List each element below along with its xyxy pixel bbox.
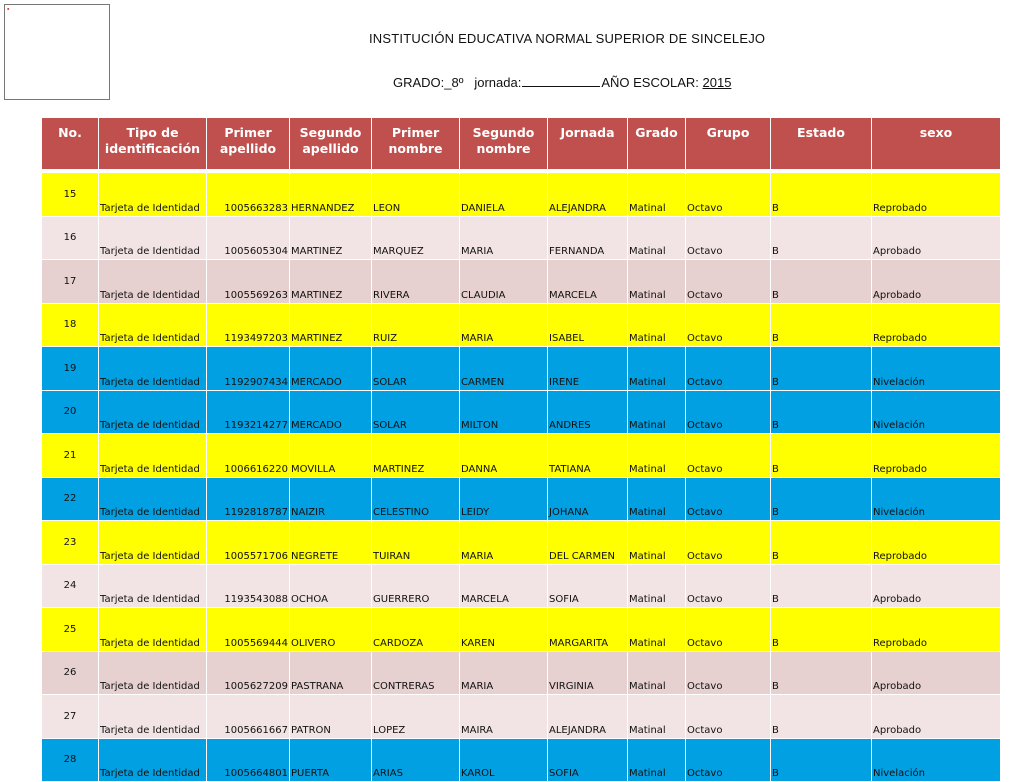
cell-tipo-identificacion: Tarjeta de Identidad — [99, 477, 207, 521]
column-header-primer-nombre: Primer nombre — [372, 118, 460, 172]
cell-documento: 1192818787 — [207, 477, 290, 521]
cell-jornada: Matinal — [628, 738, 686, 782]
cell-documento: 1192907434 — [207, 347, 290, 391]
cell-segundo-apellido-doc: NAIZIR — [290, 477, 372, 521]
cell-segundo-nombre-col: DANIELA — [460, 171, 548, 216]
cell-grado: Octavo — [686, 216, 771, 260]
cell-jornada: Matinal — [628, 608, 686, 652]
cell-segundo-apellido-doc: NEGRETE — [290, 521, 372, 565]
cell-grado: Octavo — [686, 564, 771, 608]
cell-grupo: B — [771, 695, 872, 739]
cell-estado: Reprobado — [872, 434, 1001, 478]
cell-grado: Octavo — [686, 738, 771, 782]
cell-segundo-apellido-doc: PATRON — [290, 695, 372, 739]
grade-line — [393, 75, 731, 90]
cell-tipo-identificacion: Tarjeta de Identidad — [99, 303, 207, 347]
cell-no: 22 — [42, 477, 99, 521]
table-row — [42, 521, 1001, 565]
column-header-primer-apellido: Primer apellido — [207, 118, 290, 172]
cell-primer-nombre-col: TUIRAN — [372, 521, 460, 565]
cell-no: 27 — [42, 695, 99, 739]
cell-segundo-apellido-doc: MERCADO — [290, 390, 372, 434]
table-row — [42, 347, 1001, 391]
column-header-sexo: sexo — [872, 118, 1001, 172]
cell-tipo-identificacion: Tarjeta de Identidad — [99, 738, 207, 782]
cell-documento: 1193543088 — [207, 564, 290, 608]
cell-jornada: Matinal — [628, 303, 686, 347]
cell-segundo-nombre-col: LEIDY — [460, 477, 548, 521]
cell-primer-nombre-col: RUIZ — [372, 303, 460, 347]
cell-grupo: B — [771, 260, 872, 304]
cell-grado: Octavo — [686, 347, 771, 391]
cell-jornada: Matinal — [628, 434, 686, 478]
cell-segundo-apellido-doc: MERCADO — [290, 347, 372, 391]
cell-estado: Reprobado — [872, 303, 1001, 347]
table-row — [42, 303, 1001, 347]
column-header-no: No. — [42, 118, 99, 172]
cell-segundo-nombre-col: KAREN — [460, 608, 548, 652]
column-header-jornada: Jornada — [548, 118, 628, 172]
cell-grupo: B — [771, 390, 872, 434]
column-header-grupo: Grupo — [686, 118, 771, 172]
cell-segundo-apellido-doc: PUERTA — [290, 738, 372, 782]
cell-no: 26 — [42, 651, 99, 695]
cell-segundo-nombre-col: MARIA — [460, 303, 548, 347]
cell-jornada: Matinal — [628, 695, 686, 739]
cell-jornada: Matinal — [628, 260, 686, 304]
cell-grupo: B — [771, 347, 872, 391]
cell-segundo-nombre-col: DANNA — [460, 434, 548, 478]
cell-tipo-identificacion: Tarjeta de Identidad — [99, 390, 207, 434]
table-row — [42, 651, 1001, 695]
cell-nombre-extra: ANDRES — [548, 390, 628, 434]
cell-jornada: Matinal — [628, 477, 686, 521]
cell-primer-nombre-col: MARQUEZ — [372, 216, 460, 260]
cell-grado: Octavo — [686, 171, 771, 216]
cell-grupo: B — [771, 477, 872, 521]
cell-no: 16 — [42, 216, 99, 260]
cell-segundo-apellido-doc: OLIVERO — [290, 608, 372, 652]
cell-jornada: Matinal — [628, 171, 686, 216]
cell-segundo-apellido-doc: MARTINEZ — [290, 216, 372, 260]
cell-documento: 1005663283 — [207, 171, 290, 216]
cell-documento: 1005664801 — [207, 738, 290, 782]
cell-tipo-identificacion: Tarjeta de Identidad — [99, 564, 207, 608]
cell-nombre-extra: TATIANA — [548, 434, 628, 478]
column-header-segundo-nombre: Segundo nombre — [460, 118, 548, 172]
cell-no: 25 — [42, 608, 99, 652]
cell-grado: Octavo — [686, 390, 771, 434]
anio-label: AÑO ESCOLAR: — [601, 75, 699, 90]
cell-jornada: Matinal — [628, 564, 686, 608]
cell-documento: 1005605304 — [207, 216, 290, 260]
cell-primer-nombre-col: SOLAR — [372, 347, 460, 391]
cell-estado: Aprobado — [872, 695, 1001, 739]
cell-primer-nombre-col: LOPEZ — [372, 695, 460, 739]
cell-grado: Octavo — [686, 608, 771, 652]
cell-primer-nombre-col: CARDOZA — [372, 608, 460, 652]
cell-primer-nombre-col: SOLAR — [372, 390, 460, 434]
column-header-segundo-apellido: Segundo apellido — [290, 118, 372, 172]
cell-segundo-apellido-doc: MOVILLA — [290, 434, 372, 478]
cell-tipo-identificacion: Tarjeta de Identidad — [99, 216, 207, 260]
student-roster-table — [41, 117, 1001, 782]
jornada-blank-line — [522, 75, 600, 87]
cell-estado: Reprobado — [872, 171, 1001, 216]
cell-no: 17 — [42, 260, 99, 304]
cell-documento: 1005571706 — [207, 521, 290, 565]
table-row — [42, 260, 1001, 304]
cell-estado: Nivelación — [872, 390, 1001, 434]
cell-grupo: B — [771, 434, 872, 478]
jornada-label: jornada: — [474, 75, 522, 90]
cell-estado: Nivelación — [872, 347, 1001, 391]
cell-segundo-nombre-col: MILTON — [460, 390, 548, 434]
cell-tipo-identificacion: Tarjeta de Identidad — [99, 260, 207, 304]
cell-segundo-nombre-col: CARMEN — [460, 347, 548, 391]
cell-nombre-extra: VIRGINIA — [548, 651, 628, 695]
table-row — [42, 171, 1001, 216]
column-header-grado: Grado — [628, 118, 686, 172]
column-header-tipo: Tipo de identificación — [99, 118, 207, 172]
cell-nombre-extra: MARCELA — [548, 260, 628, 304]
cell-estado: Reprobado — [872, 608, 1001, 652]
table-row — [42, 564, 1001, 608]
anio-value: 2015 — [702, 75, 732, 90]
cell-nombre-extra: ISABEL — [548, 303, 628, 347]
cell-grupo: B — [771, 303, 872, 347]
cell-documento: 1005569263 — [207, 260, 290, 304]
cell-tipo-identificacion: Tarjeta de Identidad — [99, 171, 207, 216]
cell-primer-nombre-col: ARIAS — [372, 738, 460, 782]
cell-segundo-nombre-col: MARIA — [460, 216, 548, 260]
cell-estado: Aprobado — [872, 216, 1001, 260]
cell-documento: 1005627209 — [207, 651, 290, 695]
cell-tipo-identificacion: Tarjeta de Identidad — [99, 347, 207, 391]
cell-documento: 1005569444 — [207, 608, 290, 652]
table-row — [42, 738, 1001, 782]
cell-primer-nombre-col: CONTRERAS — [372, 651, 460, 695]
cell-grado: Octavo — [686, 260, 771, 304]
cell-segundo-apellido-doc: HERNANDEZ — [290, 171, 372, 216]
cell-estado: Aprobado — [872, 260, 1001, 304]
cell-no: 20 — [42, 390, 99, 434]
page-title: INSTITUCIÓN EDUCATIVA NORMAL SUPERIOR DE SINCELEJO — [369, 31, 766, 46]
cell-documento: 1193497203 — [207, 303, 290, 347]
cell-no: 24 — [42, 564, 99, 608]
table-row — [42, 477, 1001, 521]
cell-estado: Aprobado — [872, 564, 1001, 608]
cell-grado: Octavo — [686, 303, 771, 347]
cell-nombre-extra: JOHANA — [548, 477, 628, 521]
cell-grupo: B — [771, 651, 872, 695]
table-row — [42, 695, 1001, 739]
cell-primer-nombre-col: MARTINEZ — [372, 434, 460, 478]
cell-no: 21 — [42, 434, 99, 478]
cell-nombre-extra: SOFIA — [548, 564, 628, 608]
cell-segundo-apellido-doc: OCHOA — [290, 564, 372, 608]
cell-grupo: B — [771, 608, 872, 652]
cell-grado: Octavo — [686, 477, 771, 521]
cell-tipo-identificacion: Tarjeta de Identidad — [99, 651, 207, 695]
table-row — [42, 216, 1001, 260]
cell-nombre-extra: DEL CARMEN — [548, 521, 628, 565]
cell-estado: Nivelación — [872, 477, 1001, 521]
cell-tipo-identificacion: Tarjeta de Identidad — [99, 434, 207, 478]
cell-tipo-identificacion: Tarjeta de Identidad — [99, 521, 207, 565]
broken-image-icon: ✖ — [7, 7, 10, 11]
cell-nombre-extra: FERNANDA — [548, 216, 628, 260]
table-row — [42, 434, 1001, 478]
cell-no: 19 — [42, 347, 99, 391]
cell-segundo-apellido-doc: PASTRANA — [290, 651, 372, 695]
cell-grupo: B — [771, 521, 872, 565]
cell-primer-nombre-col: GUERRERO — [372, 564, 460, 608]
cell-estado: Reprobado — [872, 521, 1001, 565]
cell-segundo-nombre-col: MARIA — [460, 521, 548, 565]
cell-no: 23 — [42, 521, 99, 565]
cell-grado: Octavo — [686, 695, 771, 739]
cell-documento: 1193214277 — [207, 390, 290, 434]
cell-documento: 1005661667 — [207, 695, 290, 739]
cell-grupo: B — [771, 564, 872, 608]
cell-estado: Nivelación — [872, 738, 1001, 782]
cell-segundo-nombre-col: KAROL — [460, 738, 548, 782]
cell-no: 18 — [42, 303, 99, 347]
cell-grupo: B — [771, 738, 872, 782]
cell-grupo: B — [771, 171, 872, 216]
table-row — [42, 608, 1001, 652]
cell-no: 15 — [42, 171, 99, 216]
cell-grado: Octavo — [686, 651, 771, 695]
cell-nombre-extra: SOFIA — [548, 738, 628, 782]
cell-segundo-nombre-col: CLAUDIA — [460, 260, 548, 304]
cell-nombre-extra: ALEJANDRA — [548, 695, 628, 739]
cell-grado: Octavo — [686, 521, 771, 565]
grado-label: GRADO: — [393, 75, 445, 90]
cell-tipo-identificacion: Tarjeta de Identidad — [99, 695, 207, 739]
cell-grupo: B — [771, 216, 872, 260]
cell-segundo-apellido-doc: MARTINEZ — [290, 303, 372, 347]
cell-grado: Octavo — [686, 434, 771, 478]
cell-primer-nombre-col: LEON — [372, 171, 460, 216]
cell-tipo-identificacion: Tarjeta de Identidad — [99, 608, 207, 652]
table-row — [42, 390, 1001, 434]
cell-jornada: Matinal — [628, 521, 686, 565]
cell-jornada: Matinal — [628, 651, 686, 695]
cell-jornada: Matinal — [628, 390, 686, 434]
cell-no: 28 — [42, 738, 99, 782]
cell-primer-nombre-col: CELESTINO — [372, 477, 460, 521]
grado-value: _8º — [444, 75, 464, 90]
cell-segundo-nombre-col: MARCELA — [460, 564, 548, 608]
cell-jornada: Matinal — [628, 216, 686, 260]
cell-segundo-apellido-doc: MARTINEZ — [290, 260, 372, 304]
cell-nombre-extra: ALEJANDRA — [548, 171, 628, 216]
column-header-estado: Estado — [771, 118, 872, 172]
cell-primer-nombre-col: RIVERA — [372, 260, 460, 304]
cell-nombre-extra: MARGARITA — [548, 608, 628, 652]
header-row — [42, 118, 1001, 172]
logo-image-placeholder — [4, 4, 110, 100]
cell-jornada: Matinal — [628, 347, 686, 391]
cell-nombre-extra: IRENE — [548, 347, 628, 391]
cell-segundo-nombre-col: MAIRA — [460, 695, 548, 739]
cell-documento: 1006616220 — [207, 434, 290, 478]
cell-estado: Aprobado — [872, 651, 1001, 695]
cell-segundo-nombre-col: MARIA — [460, 651, 548, 695]
